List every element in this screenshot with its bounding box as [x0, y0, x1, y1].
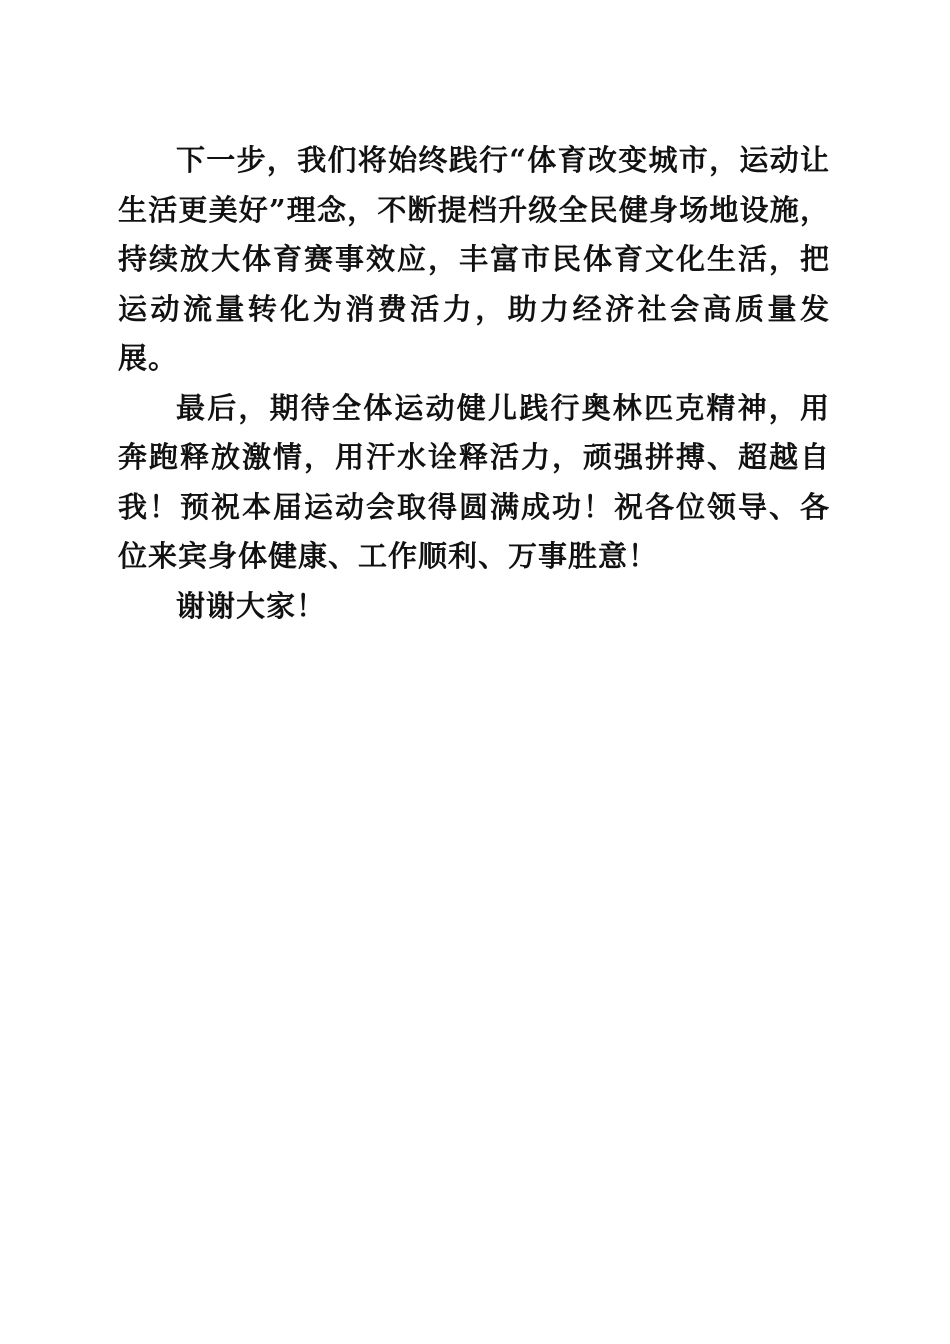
paragraph-thanks: 谢谢大家！ — [176, 588, 327, 623]
paragraph-next-steps: 下一步，我们将始终践行“体育改变城市，运动让生活更美好”理念，不断提档升级全民健身场地设施，持续放大体育赛事效应，丰富市民体育文化生活，把运动流量转化为消费活力，助力经济社会高质量发展。 — [118, 143, 830, 375]
document-body — [118, 136, 830, 631]
paragraph-closing-wishes: 最后，期待全体运动健儿践行奥林匹克精神，用奔跑释放激情，用汗水诠释活力，顽强拼搏、超越自我！预祝本届运动会取得圆满成功！祝各位领导、各位来宾身体健康、工作顺利、万事胜意！ — [118, 390, 830, 573]
